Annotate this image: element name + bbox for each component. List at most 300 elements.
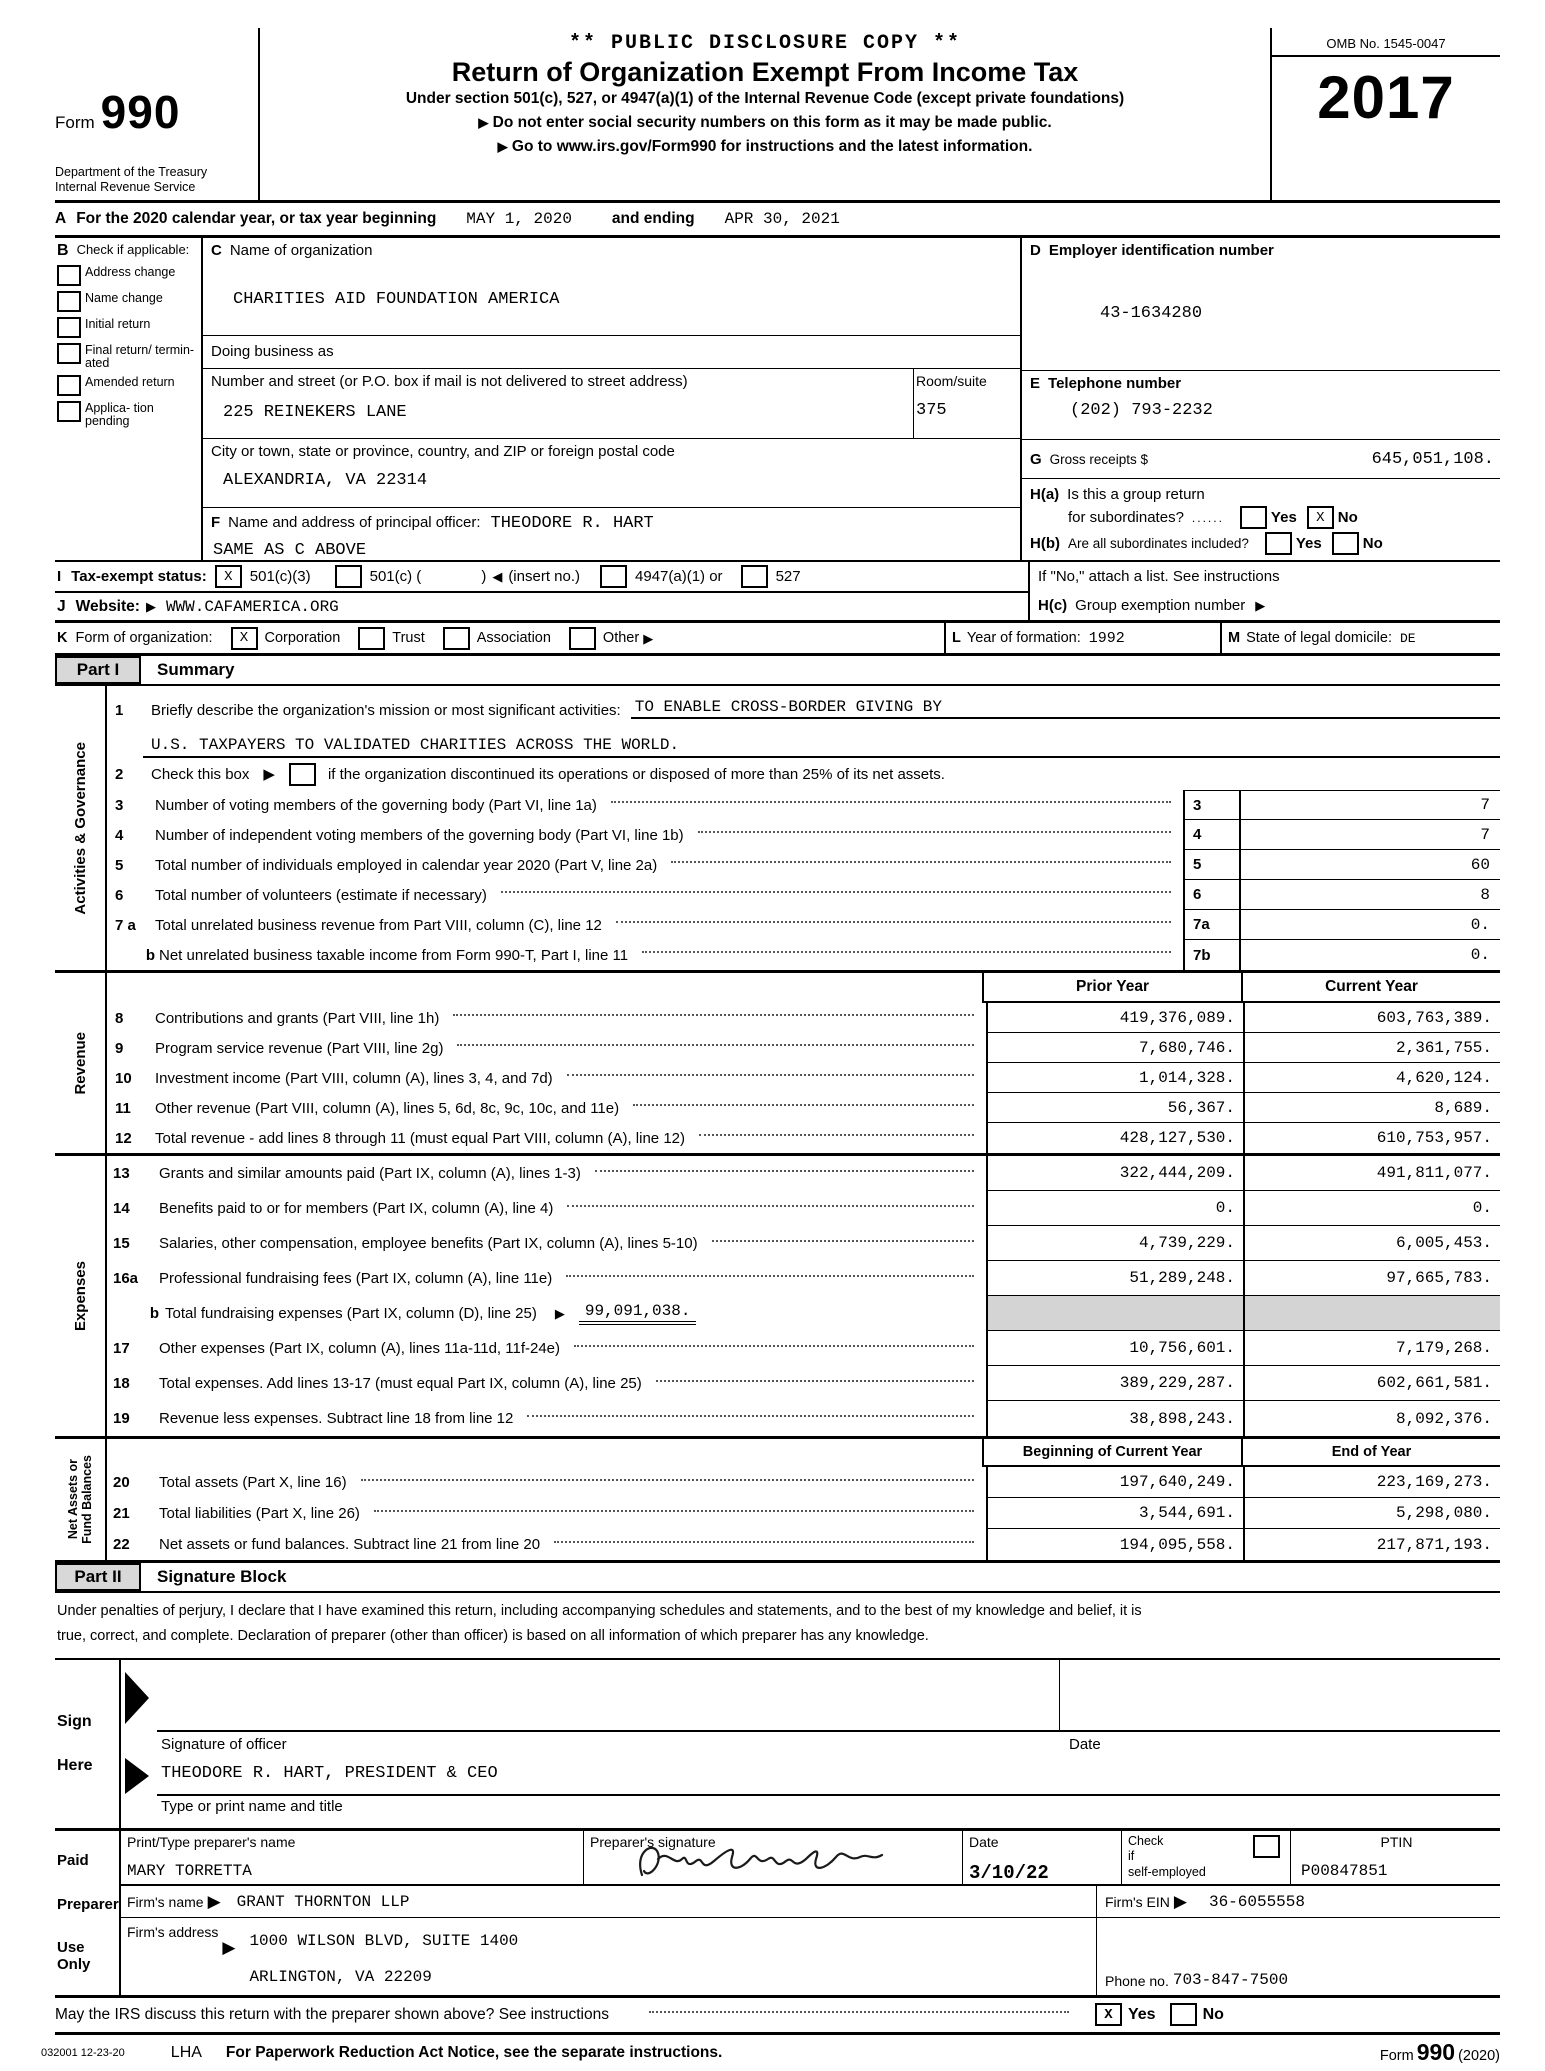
- officer-name: THEODORE R. HART: [490, 514, 654, 533]
- summary-line-12: [107, 1123, 1500, 1153]
- officer-address: SAME AS C ABOVE: [213, 541, 367, 560]
- application-pending-checkbox: [57, 401, 81, 422]
- summary-line-15: [107, 1226, 1500, 1261]
- line-15-prior: 4,739,229.: [986, 1226, 1243, 1261]
- summary-line-4: [107, 820, 1500, 850]
- line-18-current: 602,661,581.: [1243, 1366, 1500, 1401]
- phone-no-value: 703-847-7500: [1172, 1970, 1289, 1989]
- line-11-label: Other revenue (Part VIII, column (A), lines 5, 6d, 8c, 9c, 10c, and 11e): [155, 1099, 620, 1117]
- line-10-prior: 1,014,328.: [986, 1063, 1243, 1093]
- discuss-yes-checkbox: X: [1095, 2003, 1122, 2026]
- room-suite-cell: [913, 369, 1020, 437]
- governance-sidebar: [55, 686, 107, 970]
- line-2-label: Check this box: [151, 765, 250, 783]
- ein-label: Employer identification number: [1048, 242, 1274, 259]
- summary-line-9: [107, 1033, 1500, 1063]
- part-1-badge: Part I: [55, 656, 141, 684]
- firm-address-line-1: 1000 WILSON BLVD, SUITE 1400: [249, 1932, 519, 1951]
- line-6-value: 8: [1241, 880, 1500, 910]
- summary-line-7b: [107, 940, 1500, 970]
- summary-line-3: [107, 790, 1500, 820]
- year-formation-value: 1992: [1088, 629, 1125, 647]
- insert-no-label: (insert no.): [508, 568, 581, 585]
- line-15-number: 15: [113, 1235, 130, 1252]
- discuss-yes-label: Yes: [1127, 2005, 1156, 2023]
- expenses-sidebar-label: Expenses: [71, 1260, 89, 1332]
- dotted-leader: [566, 1275, 974, 1277]
- line-14-prior: 0.: [986, 1191, 1243, 1226]
- line-a-end-label: and ending: [611, 210, 695, 227]
- line-7a-box: 7a: [1183, 910, 1241, 940]
- line-19-number: 19: [113, 1410, 130, 1427]
- self-employed-label: self-employed: [1128, 1865, 1206, 1879]
- status-501c3-checkbox: X: [215, 565, 242, 588]
- firm-address-line-2: ARLINGTON, VA 22209: [249, 1967, 432, 1986]
- line-j-letter: J: [57, 597, 66, 615]
- preparer-signature-label: Preparer's signature: [590, 1833, 716, 1850]
- preparer-date-cell: [963, 1831, 1122, 1884]
- line-7b-value: 0.: [1470, 946, 1490, 964]
- line-19-prior: 38,898,243.: [986, 1401, 1243, 1436]
- summary-line-8: [107, 1003, 1500, 1033]
- use-only-label: Use Only: [57, 1939, 91, 1974]
- initial-return-checkbox: [57, 317, 81, 338]
- net-assets-sidebar: [55, 1439, 107, 1560]
- dotted-leader: [567, 1074, 974, 1076]
- paid-preparer-block: [55, 1831, 1500, 1998]
- line-a-begin-label: For the 2020 calendar year, or tax year beginning: [76, 210, 437, 227]
- line-17-number: 17: [113, 1340, 130, 1357]
- line-5-number: 5: [115, 856, 124, 874]
- line-13-number: 13: [113, 1165, 130, 1182]
- right-triangle-icon: ▶: [145, 599, 156, 614]
- line-4-box: 4: [1183, 820, 1241, 850]
- tax-status-website-block: [55, 562, 1500, 623]
- dotted-leader: [374, 1510, 974, 1512]
- revenue-group: [55, 973, 1500, 1156]
- status-4947-label: 4947(a)(1) or: [635, 568, 723, 585]
- line-14-current: 0.: [1243, 1191, 1500, 1226]
- type-print-label: Type or print name and title: [161, 1797, 343, 1815]
- form-number: 990: [100, 85, 181, 138]
- line-3-box: 3: [1183, 790, 1241, 820]
- mission-value-1: TO ENABLE CROSS-BORDER GIVING BY: [631, 698, 1500, 719]
- summary-line-18: [107, 1366, 1500, 1401]
- line-12-current: 610,753,957.: [1243, 1123, 1500, 1153]
- line-11-number: 11: [115, 1099, 131, 1117]
- summary-line-16a: [107, 1261, 1500, 1296]
- form-header: [55, 28, 1500, 203]
- self-employed-checkbox: [1253, 1835, 1280, 1858]
- status-527-checkbox: [741, 565, 768, 588]
- line-4-label: Number of independent voting members of the governing body (Part VI, line 1b): [155, 826, 684, 844]
- dept-irs: Internal Revenue Service: [55, 180, 196, 195]
- line-1-number: 1: [115, 702, 124, 719]
- line-9-number: 9: [115, 1039, 124, 1057]
- ptin-value: P00847851: [1301, 1861, 1388, 1880]
- summary-line-14: [107, 1191, 1500, 1226]
- checkbox-row-application-pending: [57, 401, 201, 428]
- form-number-block: [55, 28, 258, 200]
- section-c-letter: C: [211, 242, 222, 259]
- line-18-prior: 389,229,287.: [986, 1366, 1243, 1401]
- prior-year-header: Prior Year: [982, 973, 1241, 1003]
- sign-label: Sign: [57, 1712, 92, 1730]
- line-2-rest: if the organization discontinued its operations or disposed of more than 25% of its net assets.: [327, 765, 945, 783]
- hc-label: Group exemption number: [1075, 597, 1246, 614]
- line-20-end: 223,169,273.: [1243, 1467, 1500, 1498]
- tax-exempt-status-label: Tax-exempt status:: [71, 568, 207, 585]
- line-17-prior: 10,756,601.: [986, 1331, 1243, 1366]
- line-i-tax-exempt-status: [55, 562, 1028, 593]
- current-year-header: Current Year: [1241, 973, 1500, 1003]
- officer-label: Name and address of principal officer:: [228, 514, 481, 531]
- application-pending-label: Applica- tion pending: [85, 401, 154, 429]
- ha-letter: H(a): [1030, 486, 1060, 503]
- line-5-value: 60: [1241, 850, 1500, 880]
- line-16a-current: 97,665,783.: [1243, 1261, 1500, 1296]
- check-label: Check: [1128, 1833, 1164, 1848]
- line-17-label: Other expenses (Part IX, column (A), lines 11a-11d, 11f-24e): [159, 1340, 561, 1357]
- hb-yes-label: Yes: [1295, 535, 1322, 552]
- line-6-number: 6: [115, 886, 124, 904]
- firm-ein-label: Firm's EIN: [1105, 1893, 1170, 1910]
- gross-receipts-cell: [1022, 440, 1500, 479]
- form-subtitle: Under section 501(c), 527, or 4947(a)(1) of the Internal Revenue Code (except private foundations): [405, 90, 1125, 107]
- line-14-number: 14: [113, 1200, 130, 1217]
- association-label: Association: [476, 630, 551, 646]
- net-assets-sidebar-label-2: Fund Balances: [80, 1455, 94, 1544]
- line-18-label: Total expenses. Add lines 13-17 (must equal Part IX, column (A), line 25): [159, 1375, 642, 1392]
- line-10-number: 10: [115, 1069, 132, 1087]
- street-label: Number and street (or P.O. box if mail is not delivered to street address): [211, 373, 688, 391]
- dotted-leader: [501, 891, 1171, 893]
- paperwork-notice: For Paperwork Reduction Act Notice, see the separate instructions.: [225, 2043, 723, 2061]
- hb-label: Are all subordinates included?: [1068, 536, 1249, 551]
- discuss-no-checkbox: [1170, 2003, 1197, 2026]
- perjury-line-2: true, correct, and complete. Declaration of preparer (other than officer) is based on all information of which preparer has any knowledge.: [57, 1628, 929, 1645]
- summary-line-2: [107, 758, 1500, 790]
- line-7b-number: b: [145, 946, 155, 964]
- ha-yes-checkbox: [1240, 506, 1267, 529]
- instruction-goto: Go to www.irs.gov/Form990 for instructions and the latest information.: [511, 138, 1033, 155]
- part-2-badge: Part II: [55, 1563, 141, 1591]
- line-16a-prior: 51,289,248.: [986, 1261, 1243, 1296]
- dotted-leader: [527, 1415, 974, 1417]
- section-g-letter: G: [1030, 450, 1042, 468]
- mission-line-2: [143, 721, 1500, 758]
- line-16a-number: 16a: [113, 1270, 139, 1287]
- dotted-leader: [554, 1541, 974, 1543]
- line-8-label: Contributions and grants (Part VIII, line 1h): [155, 1009, 440, 1027]
- right-triangle-icon: ▶: [207, 1891, 221, 1911]
- firm-phone-cell: [1096, 1918, 1500, 1994]
- footer-form-word: Form: [1379, 2048, 1414, 2065]
- section-b-checkboxes: [55, 238, 203, 560]
- line-9-label: Program service revenue (Part VIII, line 2g): [155, 1039, 444, 1057]
- year-formation-label: Year of formation:: [966, 630, 1081, 646]
- address-change-label: Address change: [85, 265, 176, 279]
- line-22-begin: 194,095,558.: [986, 1529, 1243, 1560]
- line-3-label: Number of voting members of the governing body (Part VI, line 1a): [155, 796, 597, 814]
- line-15-current: 6,005,453.: [1243, 1226, 1500, 1261]
- discuss-no-label: No: [1202, 2005, 1224, 2023]
- right-triangle-icon: ▶: [1173, 1891, 1187, 1911]
- hb-hc-block: [1028, 562, 1500, 620]
- summary-line-16b: [107, 1296, 1500, 1331]
- dotted-leader: [616, 921, 1171, 923]
- section-b-letter: B: [57, 242, 69, 259]
- line-11-prior: 56,367.: [986, 1093, 1243, 1123]
- phone-value: (202) 793-2232: [1070, 401, 1213, 420]
- paid-label: Paid: [57, 1852, 89, 1870]
- self-employed-cell: [1122, 1831, 1291, 1884]
- line-22-number: 22: [113, 1536, 130, 1553]
- here-label: Here: [57, 1756, 93, 1774]
- line-k-form-of-organization: [55, 623, 944, 653]
- line-16b-value: 99,091,038.: [579, 1302, 697, 1325]
- line-10-current: 4,620,124.: [1243, 1063, 1500, 1093]
- firm-ein-value: 36-6055558: [1208, 1892, 1305, 1911]
- website-label: Website:: [75, 597, 140, 615]
- line-12-prior: 428,127,530.: [986, 1123, 1243, 1153]
- discontinued-checkbox: [289, 763, 316, 786]
- date-label: Date: [1069, 1735, 1101, 1753]
- line-20-label: Total assets (Part X, line 16): [159, 1474, 347, 1491]
- firm-name-cell: [121, 1886, 1096, 1918]
- domicile-value: DE: [1399, 630, 1416, 646]
- line-1-label: Briefly describe the organization's mission or most significant activities:: [151, 702, 621, 719]
- section-c-organization: [203, 238, 1020, 560]
- line-16b-current-shaded: [1243, 1296, 1500, 1331]
- dotted-leader: [642, 951, 1171, 953]
- room-suite-label: Room/suite: [916, 373, 987, 390]
- line-10-label: Investment income (Part VIII, column (A), lines 3, 4, and 7d): [155, 1069, 553, 1087]
- right-triangle-icon: ▶: [554, 1306, 565, 1321]
- line-21-end: 5,298,080.: [1243, 1498, 1500, 1529]
- org-name-label: Name of organization: [229, 242, 373, 259]
- leader-dots: ......: [1191, 510, 1224, 525]
- form-title: Return of Organization Exempt From Income Tax: [451, 57, 1079, 87]
- line-21-label: Total liabilities (Part X, line 26): [159, 1505, 360, 1522]
- dotted-leader: [611, 801, 1171, 803]
- hb-no-label: No: [1362, 535, 1383, 552]
- date-divider: [1059, 1660, 1060, 1730]
- line-7b-label: Net unrelated business taxable income from Form 990-T, Part I, line 11: [159, 946, 629, 964]
- revenue-sidebar-label: Revenue: [71, 1031, 89, 1095]
- summary-line-17: [107, 1331, 1500, 1366]
- summary-line-11: [107, 1093, 1500, 1123]
- dba-label: Doing business as: [211, 343, 334, 361]
- line-a-tax-year: [55, 203, 1500, 238]
- line-k-letter: K: [57, 630, 68, 646]
- balance-columns-header: [107, 1439, 1500, 1467]
- summary-line-19: [107, 1401, 1500, 1436]
- form-title-block: [258, 28, 1272, 200]
- line-15-label: Salaries, other compensation, employee benefits (Part IX, column (A), lines 5-10): [159, 1235, 698, 1252]
- hb-letter: H(b): [1030, 535, 1060, 552]
- line-17-current: 7,179,268.: [1243, 1331, 1500, 1366]
- city-cell: [203, 439, 1020, 509]
- preparer-name-label: Print/Type preparer's name: [127, 1833, 296, 1850]
- line-7a-label: Total unrelated business revenue from Part VIII, column (C), line 12: [155, 916, 602, 934]
- tax-year-end-date: APR 30, 2021: [724, 210, 840, 228]
- summary-line-1: [107, 686, 1500, 721]
- line-6-label: Total number of volunteers (estimate if necessary): [155, 886, 487, 904]
- line-4-value: 7: [1241, 820, 1500, 850]
- firm-address-label: Firm's address: [127, 1924, 219, 1941]
- line-22-end: 217,871,193.: [1243, 1529, 1500, 1560]
- line-3-number: 3: [115, 796, 124, 814]
- association-checkbox: [443, 627, 470, 650]
- line-21-number: 21: [113, 1505, 130, 1522]
- organization-form-block: [55, 623, 1500, 656]
- dotted-leader: [633, 1104, 974, 1106]
- hb-no-checkbox: [1332, 532, 1359, 555]
- status-527-label: 527: [775, 568, 801, 585]
- part-2-header: [55, 1563, 1500, 1593]
- summary-line-21: [107, 1498, 1500, 1529]
- line-7a-value: 0.: [1241, 910, 1500, 940]
- dba-cell: [203, 336, 1020, 369]
- checkbox-row-final-return: [57, 343, 201, 370]
- status-4947-checkbox: [600, 565, 627, 588]
- section-e-letter: E: [1030, 375, 1041, 392]
- line-18-number: 18: [113, 1375, 130, 1392]
- net-assets-sidebar-label-1: Net Assets or: [66, 1459, 80, 1540]
- line-13-label: Grants and similar amounts paid (Part IX, column (A), lines 1-3): [159, 1165, 581, 1182]
- dotted-leader: [361, 1479, 974, 1481]
- preparer-date-label: Date: [969, 1833, 999, 1850]
- ptin-label: PTIN: [1380, 1833, 1413, 1850]
- line-16b-label: Total fundraising expenses (Part IX, column (D), line 25): [165, 1305, 537, 1322]
- street-cell: [203, 369, 1020, 438]
- perjury-line-1: Under penalties of perjury, I declare that I have examined this return, including accompanying schedules and statements, and to the best of my knowledge and belief, it is: [57, 1603, 1142, 1619]
- line-12-label: Total revenue - add lines 8 through 11 (must equal Part VIII, column (A), line 12): [155, 1129, 685, 1147]
- preparer-name-cell: [121, 1831, 584, 1884]
- irs-discuss-row: [55, 1998, 1500, 2035]
- final-return-checkbox: [57, 343, 81, 364]
- line-l-year-of-formation: [944, 623, 1220, 653]
- org-name-value: CHARITIES AID FOUNDATION AMERICA: [233, 290, 560, 309]
- revenue-sidebar: [55, 973, 107, 1153]
- principal-officer-cell: [203, 508, 1020, 560]
- checkbox-row-address-change: [57, 265, 201, 286]
- city-label: City or town, state or province, country, and ZIP or foreign postal code: [211, 442, 675, 460]
- line-5-label: Total number of individuals employed in calendar year 2020 (Part V, line 2a): [155, 856, 658, 874]
- irs-discuss-label: May the IRS discuss this return with the preparer shown above? See instructions: [55, 2005, 609, 2023]
- section-f-letter: F: [211, 514, 221, 531]
- summary-line-5: [107, 850, 1500, 880]
- phone-cell: [1022, 371, 1500, 440]
- dotted-leader: [698, 831, 1171, 833]
- line-7b-box: 7b: [1183, 940, 1241, 970]
- sign-arrow-icon: [125, 1758, 149, 1794]
- amended-return-label: Amended return: [85, 375, 175, 390]
- dotted-leader: [671, 861, 1171, 863]
- left-triangle-icon: ◀: [492, 569, 503, 584]
- officer-signature-line: [157, 1730, 1500, 1732]
- preparer-date-value: 3/10/22: [969, 1861, 1049, 1884]
- dotted-leader: [574, 1345, 974, 1347]
- dotted-leader: [453, 1014, 974, 1016]
- line-a-letter: A: [55, 210, 67, 227]
- line-12-number: 12: [115, 1129, 132, 1147]
- if-label: if: [1128, 1849, 1135, 1864]
- instruction-ssn: Do not enter social security numbers on this form as it may be made public.: [492, 114, 1052, 131]
- line-m-state-of-domicile: [1220, 623, 1500, 653]
- tax-year: 2017: [1317, 64, 1455, 131]
- line-2-number: 2: [115, 765, 124, 783]
- mission-value-2: U.S. TAXPAYERS TO VALIDATED CHARITIES ACROSS THE WORLD.: [151, 736, 680, 754]
- dotted-leader: [712, 1240, 974, 1242]
- hc-letter: H(c): [1038, 597, 1068, 614]
- line-7a-number: 7 a: [115, 916, 136, 934]
- expenses-group: [55, 1156, 1500, 1439]
- name-change-label: Name change: [85, 291, 163, 305]
- domicile-label: State of legal domicile:: [1246, 630, 1392, 646]
- dotted-leader: [595, 1170, 974, 1172]
- line-13-current: 491,811,077.: [1243, 1156, 1500, 1191]
- address-change-checkbox: [57, 265, 81, 286]
- signature-of-officer-label: Signature of officer: [161, 1735, 287, 1753]
- line-21-begin: 3,544,691.: [986, 1498, 1243, 1529]
- summary-line-13: [107, 1156, 1500, 1191]
- status-501c3-label: 501(c)(3): [249, 568, 311, 585]
- hb-yes-checkbox: [1265, 532, 1292, 555]
- line-20-number: 20: [113, 1474, 130, 1491]
- governance-sidebar-label: Activities & Governance: [71, 741, 89, 915]
- preparer-label: Preparer: [57, 1895, 119, 1913]
- hb-note: If "No," attach a list. See instructions: [1038, 568, 1280, 585]
- right-triangle-icon: ▶: [222, 1938, 236, 1958]
- dotted-leader: [649, 2011, 1069, 2013]
- line-9-prior: 7,680,746.: [986, 1033, 1243, 1063]
- right-triangle-icon: ▶: [263, 765, 275, 783]
- identification-block: [55, 238, 1500, 562]
- line-6-box: 6: [1183, 880, 1241, 910]
- ha-no-label: No: [1337, 509, 1358, 526]
- form-word: Form: [55, 112, 95, 132]
- section-d-e-g-h: [1020, 238, 1500, 560]
- part-2-title: Signature Block: [157, 1567, 287, 1586]
- group-return-cell: [1022, 479, 1500, 560]
- status-501c-close-paren: ): [481, 568, 487, 585]
- room-suite-value: 375: [916, 401, 947, 421]
- tax-year-begin-date: MAY 1, 2020: [466, 210, 572, 228]
- final-return-label: Final return/ termin- ated: [85, 343, 195, 371]
- city-value: ALEXANDRIA, VA 22314: [223, 470, 428, 490]
- perjury-statement: [55, 1593, 1500, 1660]
- ha-yes-label: Yes: [1270, 509, 1297, 526]
- right-triangle-icon: ▶: [478, 115, 489, 130]
- line-16b-number: b: [149, 1305, 159, 1322]
- dotted-leader: [457, 1044, 974, 1046]
- form-footer: [41, 2035, 1500, 2071]
- firm-address-cell: [121, 1918, 1096, 1994]
- beginning-year-header: Beginning of Current Year: [982, 1439, 1241, 1467]
- trust-label: Trust: [392, 630, 425, 646]
- ein-value: 43-1634280: [1100, 304, 1203, 323]
- omb-year-block: [1272, 28, 1500, 200]
- initial-return-label: Initial return: [85, 317, 151, 331]
- ptin-cell: [1291, 1831, 1500, 1884]
- right-triangle-icon: ▶: [643, 630, 654, 646]
- line-8-current: 603,763,389.: [1243, 1003, 1500, 1033]
- form-990-page: [41, 28, 1500, 2071]
- line-8-prior: 419,376,089.: [986, 1003, 1243, 1033]
- dotted-leader: [656, 1380, 974, 1382]
